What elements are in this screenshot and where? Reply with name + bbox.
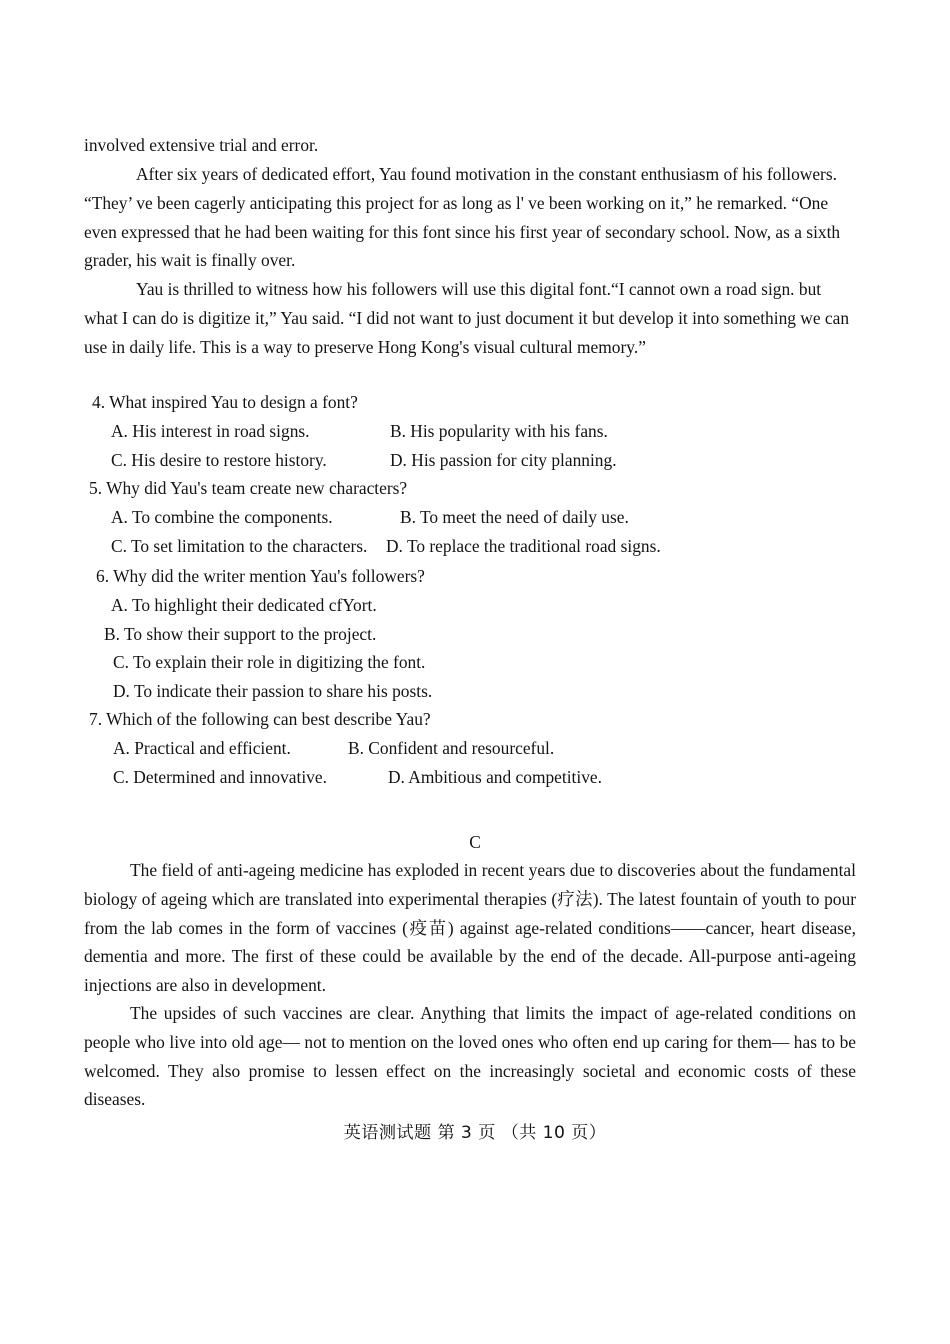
question-5-options-row-1 — [84, 503, 874, 532]
question-7-options-row-2 — [84, 763, 874, 792]
question-5-stem: 5. Why did Yau's team create new characters? — [89, 478, 408, 498]
page-footer — [0, 1120, 950, 1146]
question-4 — [84, 388, 874, 475]
question-6-option-d-row — [84, 677, 874, 706]
question-4-option-a[interactable]: A. His interest in road signs. — [111, 421, 310, 442]
question-5-option-b[interactable]: B. To meet the need of daily use. — [400, 506, 629, 527]
question-6-option-b[interactable]: B. To show their support to the project. — [104, 623, 377, 644]
question-4-option-b[interactable]: B. His popularity with his fans. — [390, 421, 608, 442]
passage-b-line-1: involved extensive trial and error. — [84, 135, 319, 155]
footer-text: 英语测试题 第 3 页 （共 10 页） — [343, 1123, 607, 1143]
question-7-option-b[interactable]: B. Confident and resourceful. — [348, 737, 555, 758]
question-7 — [84, 705, 874, 791]
passage-c-paragraph-1-text: The field of anti-ageing medicine has exploded in recent years due to discoveries about the fundamental biology of ageing which are translated into experimental therapies (疗法). The latest fountain of youth to pour from the lab comes in the form of vaccines (疫苗) against age-related conditions——cancer, heart disease, dementia and more. The first of these could be available by the end of the decade. All-purpose anti-ageing injections are also in development. — [84, 860, 856, 996]
question-6-option-c[interactable]: C. To explain their role in digitizing the font. — [113, 652, 426, 673]
section-letter-text: C — [469, 832, 481, 852]
passage-c-paragraph-1 — [84, 856, 856, 1000]
question-4-options-row-2 — [84, 446, 874, 475]
passage-c-section-letter — [0, 828, 950, 856]
question-4-option-d[interactable]: D. His passion for city planning. — [390, 450, 617, 471]
passage-b-orphan-line — [84, 131, 856, 160]
question-7-option-c[interactable]: C. Determined and innovative. — [113, 766, 327, 787]
question-6-option-b-row — [84, 620, 874, 649]
question-4-option-c[interactable]: C. His desire to restore history. — [111, 450, 327, 471]
question-6-option-d[interactable]: D. To indicate their passion to share his posts. — [113, 681, 433, 702]
question-6 — [84, 562, 874, 706]
question-5-option-a[interactable]: A. To combine the components. — [111, 506, 333, 527]
question-7-option-a[interactable]: A. Practical and efficient. — [113, 737, 291, 758]
passage-b-paragraph-1-text: After six years of dedicated effort, Yau found motivation in the constant enthusiasm of his followers. “They’ ve been cagerly anticipating this project for as long as l' ve been working on it,” he remarked. “One even expressed that he had been waiting for this font since his first year of secondary school. Now, as a sixth grader, his wait is finally over. — [84, 164, 841, 271]
question-6-option-c-row — [84, 648, 874, 677]
passage-c-paragraph-2 — [84, 999, 856, 1114]
question-7-stem: 7. Which of the following can best describe Yau? — [89, 709, 431, 729]
question-4-options-row-1 — [84, 417, 874, 446]
question-6-option-a-row — [84, 591, 874, 620]
question-5-option-c[interactable]: C. To set limitation to the characters. — [111, 535, 368, 556]
question-6-option-a[interactable]: A. To highlight their dedicated cfYort. — [111, 594, 377, 615]
question-5 — [84, 474, 874, 560]
question-7-option-d[interactable]: D. Ambitious and competitive. — [388, 766, 602, 787]
question-6-stem: 6. Why did the writer mention Yau's followers? — [96, 566, 425, 586]
question-4-stem: 4. What inspired Yau to design a font? — [92, 392, 358, 412]
question-7-options-row-1 — [84, 734, 874, 763]
passage-b-paragraph-2 — [84, 275, 856, 361]
passage-c-paragraph-2-text: The upsides of such vaccines are clear. Anything that limits the impact of age-related conditions on people who live into old age— not to mention on the loved ones who often end up caring for them— has to be welcomed. They also promise to lessen effect on the increasingly societal and economic costs of these diseases. — [84, 1003, 856, 1110]
question-5-option-d[interactable]: D. To replace the traditional road signs. — [386, 535, 661, 556]
question-5-options-row-2 — [84, 532, 874, 561]
passage-b-paragraph-2-text: Yau is thrilled to witness how his followers will use this digital font.“I cannot own a road sign. but what I can do is digitize it,” Yau said. “I did not want to just document it but develop it into something we can use in daily life. This is a way to preserve Hong Kong's visual cultural memory.” — [84, 279, 850, 357]
passage-b-paragraph-1 — [84, 160, 856, 275]
